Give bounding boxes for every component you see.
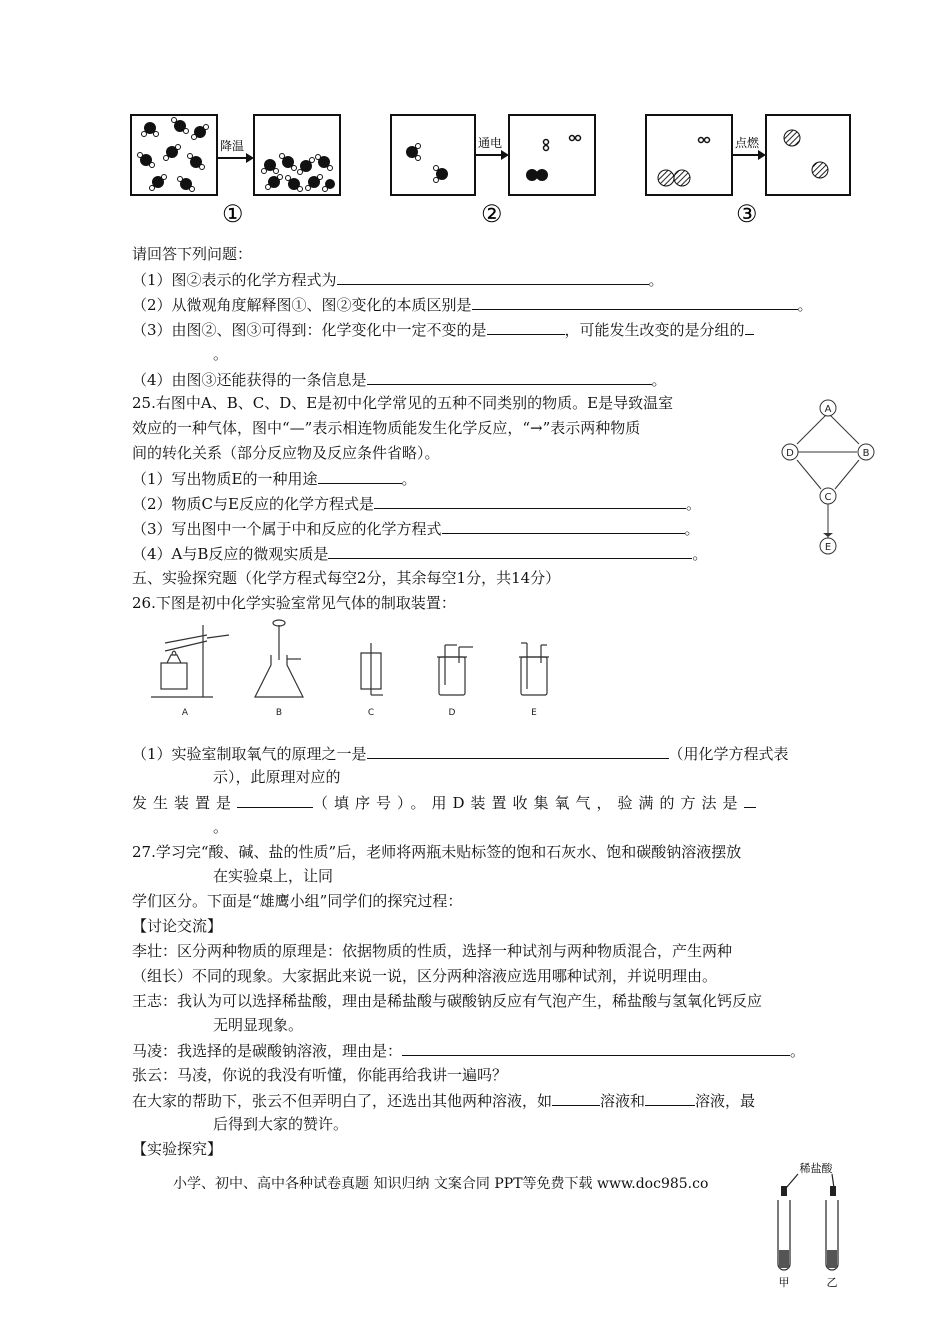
q27-wang-zhi-1: 王志：我认为可以选择稀盐酸，理由是稀盐酸与碳酸钠反应有气泡产生，稀盐酸与氢氧化钙反应 bbox=[132, 992, 763, 1010]
panel-3-number: ③ bbox=[736, 200, 758, 228]
q27-ma-ling bbox=[132, 1040, 805, 1061]
q25-part3-end: 。 bbox=[684, 520, 700, 538]
q25-answer-blank-2[interactable] bbox=[374, 493, 686, 509]
tube-reagent-label: 稀盐酸 bbox=[799, 1162, 833, 1175]
q27-help-1-text: 在大家的帮助下，张云不但弄明白了，还选出其他两种溶液，如 bbox=[132, 1092, 553, 1110]
q26-answer-blank-3[interactable] bbox=[744, 792, 756, 808]
q25-part4-end: 。 bbox=[692, 545, 708, 563]
q27-stem-3: 学们区分。下面是“雄鹰小组”同学们的探究过程： bbox=[132, 892, 463, 910]
q24-part3-mid: ，可能发生改变的是分组的 bbox=[564, 321, 745, 339]
q27-stem-1: 27.学习完“酸、碱、盐的性质”后，老师将两瓶未贴标签的饱和石灰水、饱和碳酸钠溶液摆放 bbox=[132, 843, 742, 861]
q24-part4 bbox=[132, 369, 667, 390]
q27-help-2: 后得到大家的赞许。 bbox=[213, 1115, 349, 1133]
q24-part2-text: （2）从微观角度解释图①、图②变化的本质区别是 bbox=[132, 296, 472, 314]
node-b-label: B bbox=[862, 448, 870, 459]
q26-intro: 26.下图是初中化学实验室常见气体的制取装置： bbox=[132, 594, 456, 612]
q24-part1-text: （1）图②表示的化学方程式为 bbox=[132, 271, 337, 289]
q26-answer-blank-2[interactable] bbox=[237, 792, 313, 808]
page-footer: 小学、初中、高中各种试卷真题 知识归纳 文案合同 PPT等免费下载 www.doc985.co bbox=[173, 1176, 709, 1192]
q25-answer-blank-3[interactable] bbox=[442, 518, 685, 534]
q25-stem-1: 25.右图中A、B、C、D、E是初中化学常见的五种不同类别的物质。E是导致温室 bbox=[132, 394, 674, 412]
q24-part1-end: 。 bbox=[648, 271, 664, 289]
q24-answer-blank-3a[interactable] bbox=[487, 319, 565, 335]
node-a-label: A bbox=[824, 404, 832, 415]
panel-2-number: ② bbox=[481, 200, 503, 228]
q24-part3-text: （3）由图②、图③可得到：化学变化中一定不变的是 bbox=[132, 321, 487, 339]
apparatus-label-b: B bbox=[275, 708, 283, 718]
q27-zhang-yun: 张云：马凌，你说的我没有听懂，你能再给我讲一遍吗？ bbox=[132, 1066, 508, 1084]
node-c-label: C bbox=[824, 492, 832, 503]
gas-apparatus-figure bbox=[145, 615, 565, 723]
q24-answer-blank-3b[interactable] bbox=[745, 319, 754, 335]
q25-answer-blank-4[interactable] bbox=[328, 543, 692, 559]
q27-explore-heading: 【实验探究】 bbox=[132, 1140, 223, 1158]
q24-part3 bbox=[132, 319, 754, 340]
q26-part1 bbox=[132, 743, 789, 764]
q27-answer-blank-2[interactable] bbox=[552, 1090, 600, 1106]
q25-part1-text: （1）写出物质E的一种用途 bbox=[132, 470, 318, 488]
q26-part1-text: （1）实验室制取氧气的原理之一是 bbox=[132, 745, 367, 763]
q26-part1-line3 bbox=[132, 792, 756, 813]
substance-relation-diagram bbox=[778, 398, 878, 560]
node-e-label: E bbox=[824, 542, 832, 553]
q24-answer-blank-2[interactable] bbox=[472, 294, 798, 310]
q27-wang-zhi-2: 无明显现象。 bbox=[213, 1016, 304, 1034]
q25-stem-2: 效应的一种气体，图中“—”表示相连物质能发生化学反应，“→”表示两种物质 bbox=[132, 419, 641, 437]
q26-part1-line3b: （填序号）。用D装置收集氧气，验满的方法是 bbox=[313, 794, 744, 812]
q27-answer-blank-3[interactable] bbox=[645, 1090, 695, 1106]
q24-answer-blank-1[interactable] bbox=[337, 269, 649, 285]
q25-part1 bbox=[132, 468, 417, 489]
q27-li-zhuang-1: 李壮：区分两种物质的原理是：依据物质的性质，选择一种试剂与两种物质混合，产生两种 bbox=[132, 942, 733, 960]
panel-3-arrow-label: 点燃 bbox=[735, 136, 760, 150]
panel-1-number: ① bbox=[222, 200, 244, 228]
q24-part4-text: （4）由图③还能获得的一条信息是 bbox=[132, 371, 367, 389]
q25-part2-text: （2）物质C与E反应的化学方程式是 bbox=[132, 495, 374, 513]
q24-part4-end: 。 bbox=[651, 371, 667, 389]
q26-part1-line4: 。 bbox=[213, 818, 229, 836]
q26-answer-blank-1[interactable] bbox=[367, 743, 669, 759]
q25-part1-end: 。 bbox=[401, 470, 417, 488]
q24-answer-blank-4[interactable] bbox=[367, 369, 652, 385]
q27-ma-ling-text: 马凌：我选择的是碳酸钠溶液，理由是： bbox=[132, 1042, 403, 1060]
q24-intro: 请回答下列问题： bbox=[132, 245, 253, 263]
q24-part2 bbox=[132, 294, 813, 315]
q25-part4-text: （4）A与B反应的微观实质是 bbox=[132, 545, 329, 563]
particle-change-figure bbox=[128, 110, 858, 232]
section-5-heading: 五、实验探究题（化学方程式每空2分，其余每空1分，共14分） bbox=[132, 569, 561, 587]
tube-label-yi: 乙 bbox=[826, 1276, 838, 1289]
q25-answer-blank-1[interactable] bbox=[318, 468, 402, 484]
q26-part1-end: （用化学方程式表 bbox=[668, 745, 789, 763]
q25-stem-3: 间的转化关系（部分反应物及反应条件省略）。 bbox=[132, 444, 440, 462]
apparatus-label-e: E bbox=[531, 708, 537, 718]
q27-stem-2: 在实验桌上，让同 bbox=[213, 867, 334, 885]
q27-ma-ling-end: 。 bbox=[790, 1042, 806, 1060]
q25-part2 bbox=[132, 493, 701, 514]
q25-part4 bbox=[132, 543, 707, 564]
apparatus-label-a: A bbox=[181, 708, 189, 718]
q27-help-1 bbox=[132, 1090, 755, 1111]
q25-part2-end: 。 bbox=[685, 495, 701, 513]
q24-part2-end: 。 bbox=[797, 296, 813, 314]
q25-part3 bbox=[132, 518, 700, 539]
q26-part1-line3a: 发生装置是 bbox=[132, 794, 238, 812]
q24-part3-end: 。 bbox=[213, 345, 229, 363]
q25-part3-text: （3）写出图中一个属于中和反应的化学方程式 bbox=[132, 520, 442, 538]
q24-part1 bbox=[132, 269, 664, 290]
panel-1-arrow-label: 降温 bbox=[220, 139, 245, 153]
q27-discuss-heading: 【讨论交流】 bbox=[132, 917, 223, 935]
q26-part1-line2: 示），此原理对应的 bbox=[213, 768, 341, 786]
apparatus-label-c: C bbox=[367, 708, 375, 718]
test-tube-figure bbox=[768, 1160, 858, 1290]
panel-1 bbox=[131, 115, 340, 228]
node-d-label: D bbox=[786, 448, 794, 459]
panel-2 bbox=[391, 115, 595, 228]
apparatus-label-d: D bbox=[448, 708, 456, 718]
q27-answer-blank-1[interactable] bbox=[402, 1040, 790, 1056]
q27-help-1-end: 溶液，最 bbox=[695, 1092, 756, 1110]
panel-3 bbox=[646, 115, 850, 228]
panel-2-arrow-label: 通电 bbox=[478, 136, 503, 150]
q27-li-zhuang-2: （组长）不同的现象。大家据此来说一说，区分两种溶液应选用哪种试剂，并说明理由。 bbox=[132, 967, 718, 985]
q27-help-1-mid: 溶液和 bbox=[600, 1092, 646, 1110]
tube-label-jia: 甲 bbox=[778, 1276, 790, 1289]
